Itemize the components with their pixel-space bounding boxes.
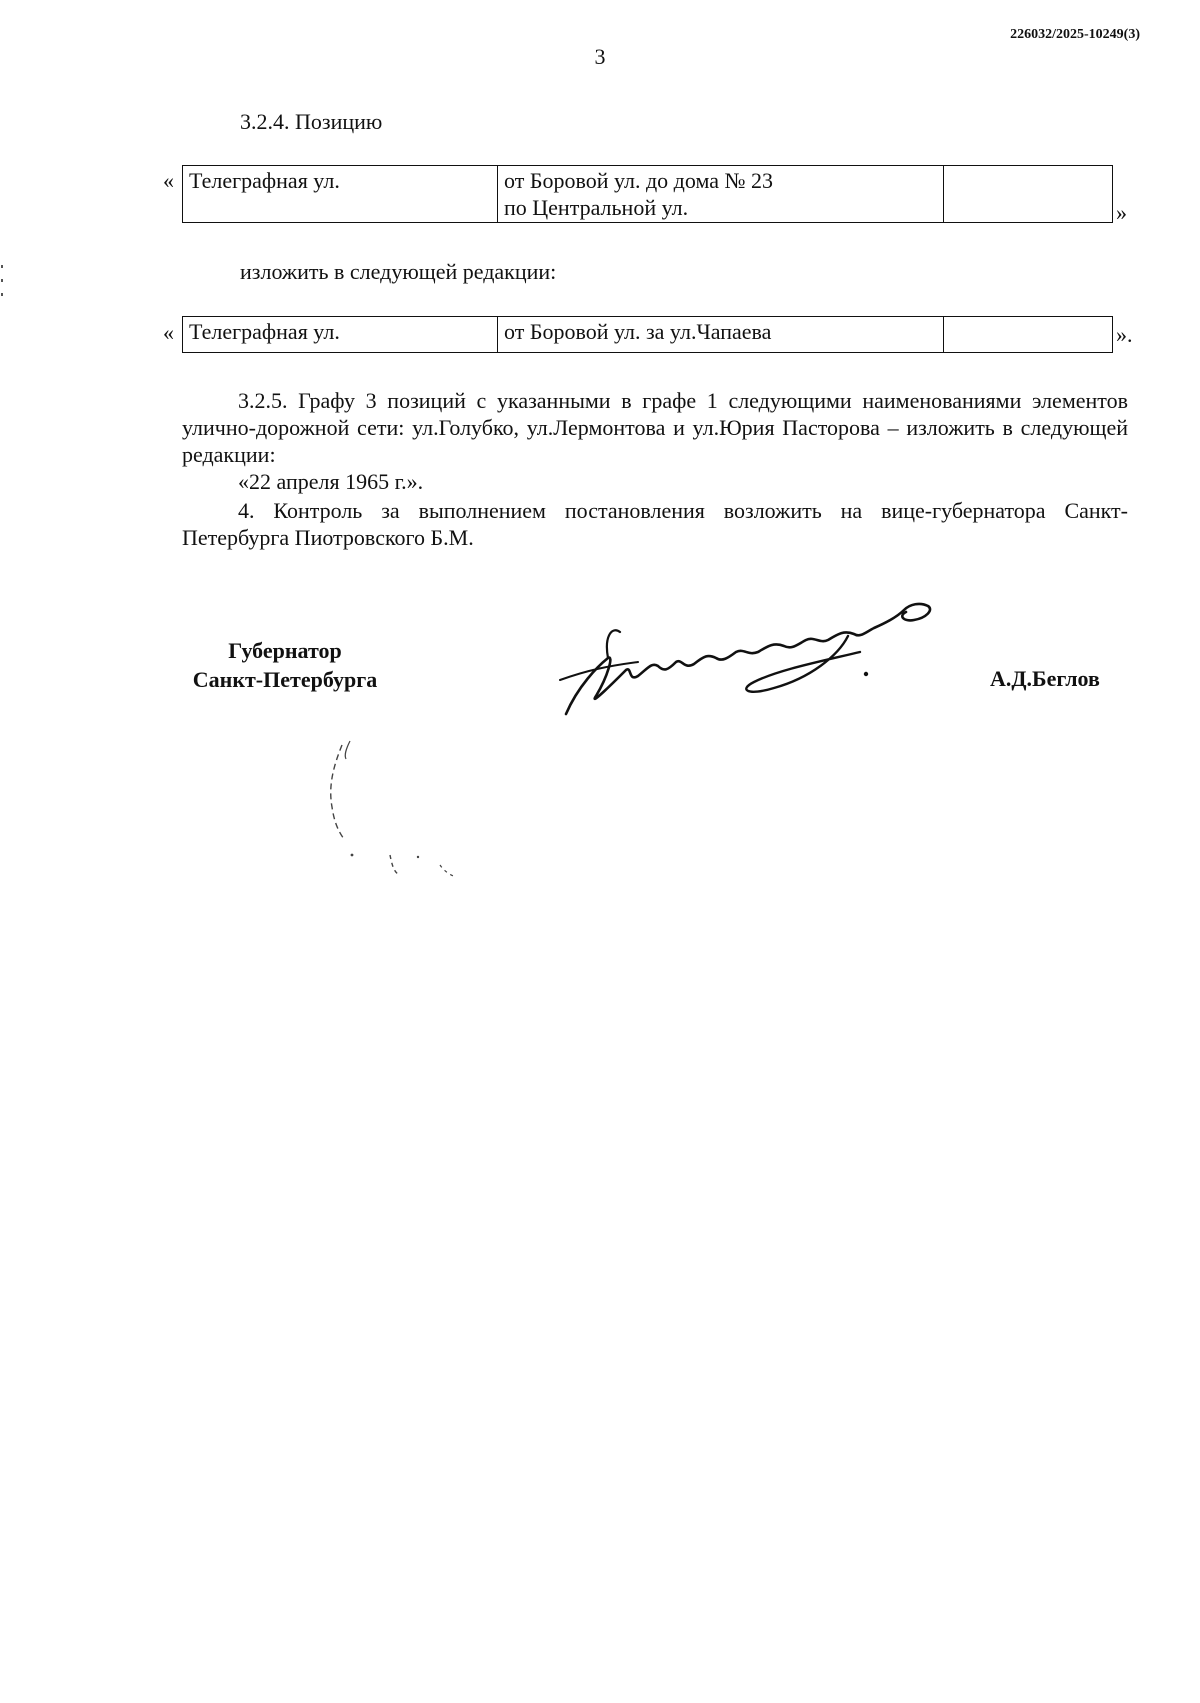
- section-324-heading: 3.2.4. Позицию: [240, 109, 383, 134]
- position-table-before: [182, 165, 1113, 223]
- empty-cell: [944, 317, 1113, 353]
- section-325-text: 3.2.5. Графу 3 позиций с указанными в графе 1 следующими наименованиями элементов улично-дорожной сети: ул.Голубко, ул.Лермонтова и ул.Юрия Пасторова – изложить в следующей редакции:: [182, 388, 1128, 467]
- document-number: 226032/2025-10249(3): [1010, 27, 1140, 42]
- signer-title-line1: Губернатор: [228, 638, 342, 663]
- street-range-cell: [498, 166, 944, 223]
- street-range-line1: от Боровой ул. до дома № 23: [504, 168, 773, 193]
- street-name: Телеграфная ул.: [189, 168, 340, 193]
- handwritten-signature: [548, 596, 988, 736]
- open-quote-before: «: [163, 168, 174, 193]
- page-number: 3: [594, 44, 606, 69]
- position-table-after: [182, 316, 1113, 353]
- street-name: Телеграфная ул.: [189, 319, 340, 344]
- margin-marks: [0, 265, 4, 305]
- street-range-line2: по Центральной ул.: [504, 195, 689, 220]
- section-4-text: 4. Контроль за выполнением постановления возложить на вице-губернатора Санкт-Петербурга Пиотровского Б.М.: [182, 498, 1128, 550]
- date-value: «22 апреля 1965 г.».: [238, 469, 424, 494]
- signer-name: А.Д.Беглов: [990, 666, 1100, 691]
- street-name-cell: [183, 166, 498, 223]
- faint-stamp-trace: [320, 735, 500, 895]
- street-name-cell: [183, 317, 498, 353]
- street-range-cell: [498, 317, 944, 353]
- empty-cell: [944, 166, 1113, 223]
- close-quote-before: »: [1116, 200, 1127, 225]
- table-row: [183, 166, 1113, 223]
- signer-title-line2: Санкт-Петербурга: [192, 667, 378, 692]
- instruction-text: изложить в следующей редакции:: [240, 259, 557, 284]
- close-quote-after: ».: [1116, 322, 1133, 347]
- signer-title: [170, 636, 400, 694]
- street-range: от Боровой ул. за ул.Чапаева: [504, 319, 772, 344]
- table-row: [183, 317, 1113, 353]
- open-quote-after: «: [163, 320, 174, 345]
